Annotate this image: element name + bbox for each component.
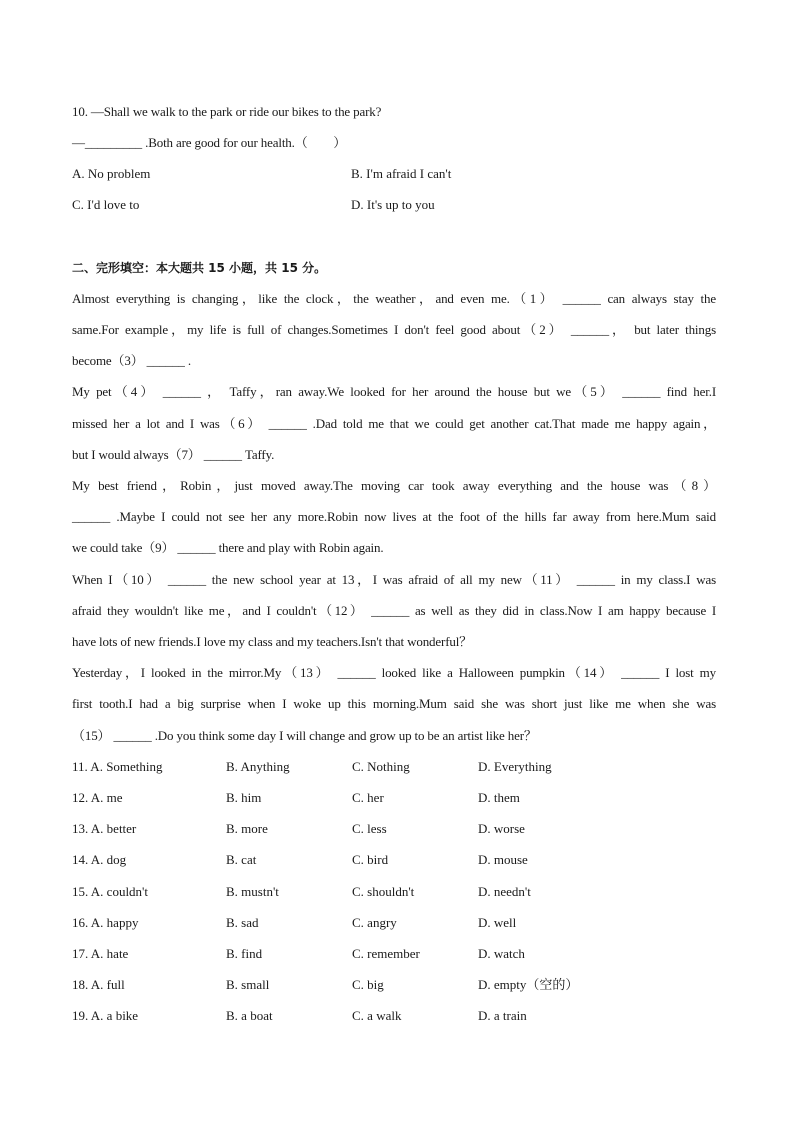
- option-d: D. empty（空的）: [478, 977, 579, 992]
- option-d: D. a train: [478, 1008, 527, 1023]
- passage-line: but I would always（7） ______ Taffy.: [72, 447, 275, 462]
- option-a: 13. A. better: [72, 821, 137, 836]
- option-d: D. well: [478, 915, 517, 930]
- option-c: C. remember: [352, 946, 420, 961]
- q10-stem: 10. —Shall we walk to the park or ride our bikes to the park?: [72, 104, 382, 119]
- section-heading: 二、完形填空：本大题共 15 小题，共 15 分。: [72, 261, 327, 275]
- option-a: 17. A. hate: [72, 946, 129, 961]
- option-d: D. them: [478, 790, 520, 805]
- option-c: C. angry: [352, 915, 397, 930]
- option-a: 12. A. me: [72, 790, 123, 805]
- option-a: 15. A. couldn't: [72, 884, 149, 899]
- q10-line2: —_________ .Both are good for our health.（ ）: [72, 135, 347, 150]
- option-b: B. Anything: [226, 759, 290, 774]
- option-c: C. shouldn't: [352, 884, 415, 899]
- passage-line: Yesterday，I looked in the mirror.My（13） ______ looked like a Halloween pumpkin（14） ______ I lost my: [72, 665, 716, 680]
- option-d: D. watch: [478, 946, 525, 961]
- passage-line: missed her a lot and I was（6） ______ .Dad told me that we could get another cat.That made me happy again，: [72, 416, 716, 431]
- option-a: 16. A. happy: [72, 915, 139, 930]
- option-a: 19. A. a bike: [72, 1008, 139, 1023]
- option-row: [72, 1008, 722, 1024]
- option-a: 11. A. Something: [72, 759, 163, 774]
- option-c: C. her: [352, 790, 384, 805]
- q10-option-b: B. I'm afraid I can't: [351, 166, 452, 181]
- passage-line: become（3） ______ .: [72, 353, 191, 368]
- option-row: [72, 821, 722, 837]
- passage-line: first tooth.I had a big surprise when I woke up this morning.Mum said she was short just like me when she was: [72, 696, 716, 711]
- option-b: B. more: [226, 821, 268, 836]
- option-d: D. mouse: [478, 852, 528, 867]
- passage-line: My best friend，Robin，just moved away.The moving car took away everything and the house was（8）: [72, 478, 716, 493]
- option-c: C. less: [352, 821, 387, 836]
- option-row: [72, 852, 722, 868]
- option-d: D. Everything: [478, 759, 552, 774]
- option-b: B. find: [226, 946, 263, 961]
- q10-option-c: C. I'd love to: [72, 197, 140, 212]
- option-d: D. worse: [478, 821, 525, 836]
- q10-option-d: D. It's up to you: [351, 197, 435, 212]
- option-row: [72, 759, 722, 775]
- q10-options-row2: [72, 197, 722, 213]
- passage-line: （15） ______ .Do you think some day I will change and grow up to be an artist like her？: [72, 728, 537, 743]
- option-a: 18. A. full: [72, 977, 125, 992]
- passage-line: afraid they wouldn't like me，and I couldn't（12） ______ as well as they did in class.Now I am happy because I: [72, 603, 716, 618]
- option-row: [72, 915, 722, 931]
- passage-line: My pet（4） ______ ， Taffy，ran away.We looked for her around the house but we（5） ______ find her.I: [72, 384, 716, 399]
- option-c: C. a walk: [352, 1008, 402, 1023]
- passage-line: have lots of new friends.I love my class and my teachers.Isn't that wonderful？: [72, 634, 473, 649]
- option-b: B. sad: [226, 915, 259, 930]
- option-row: [72, 977, 722, 993]
- q10-options-row1: [72, 166, 722, 182]
- option-b: B. cat: [226, 852, 257, 867]
- q10-option-a: A. No problem: [72, 166, 151, 181]
- passage-line: Almost everything is changing，like the clock，the weather，and even me.（1） ______ can always stay the: [72, 291, 716, 306]
- option-row: [72, 884, 722, 900]
- option-b: B. mustn't: [226, 884, 279, 899]
- option-c: C. bird: [352, 852, 389, 867]
- option-b: B. small: [226, 977, 270, 992]
- passage-line: When I（10） ______ the new school year at 13，I was afraid of all my new（11） ______ in my class.I was: [72, 572, 716, 587]
- option-c: C. big: [352, 977, 384, 992]
- option-d: D. needn't: [478, 884, 531, 899]
- passage-line: same.For example，my life is full of changes.Sometimes I don't feel good about（2） ______， but later things: [72, 322, 716, 337]
- option-a: 14. A. dog: [72, 852, 127, 867]
- passage-line: we could take（9） ______ there and play with Robin again.: [72, 540, 384, 555]
- option-row: [72, 790, 722, 806]
- passage-line: ______ .Maybe I could not see her any more.Robin now lives at the foot of the hills far away from here.Mum said: [72, 509, 716, 524]
- option-c: C. Nothing: [352, 759, 410, 774]
- option-row: [72, 946, 722, 962]
- option-b: B. him: [226, 790, 262, 805]
- option-b: B. a boat: [226, 1008, 273, 1023]
